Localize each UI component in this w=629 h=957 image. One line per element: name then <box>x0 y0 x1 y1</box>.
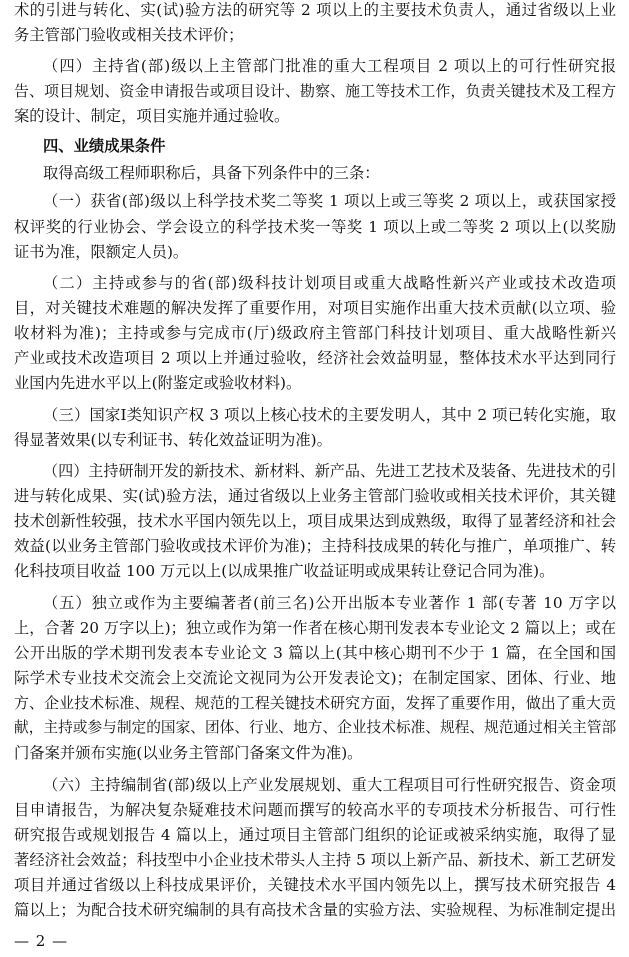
text-line: 告、项目规划、资金申请报告或项目设计、勘察、施工等技术工作，负责关键技术及工程方 <box>14 82 616 100</box>
text-line: 方、企业技术标准、规程、规范的工程关键技术研究方面，发挥了重要作用，做出了重大贡 <box>14 694 616 712</box>
text-line: （五）独立或作为主要编著者(前三名)公开出版本专业著作 1 部(专著 10 万字以 <box>43 594 616 612</box>
text-line: 研究报告或规划报告 4 篇以上，通过项目主管部门组织的论证或被采纳实施，取得了显 <box>14 826 616 844</box>
text-line: 公开出版的学术期刊发表本专业论文 3 篇以上(其中核心期刊不少于 1 篇，在全国和国 <box>14 644 616 662</box>
text-line: 术的引进与转化、实(试)验方法的研究等 2 项以上的主要技术负责人，通过省级以上业 <box>14 1 616 19</box>
text-line: 务主管部门验收或相关技术评价； <box>14 26 244 44</box>
text-line: 取得高级工程师职称后，具备下列条件中的三条： <box>43 164 380 182</box>
text-line: 著经济社会效益；科技型中小企业技术带头人主持 5 项以上新产品、新技术、新工艺研发 <box>14 851 616 869</box>
text-line: （四）主持省(部)级以上主管部门批准的重大工程项目 2 项以上的可行性研究报 <box>43 57 616 75</box>
text-line: 目，对关键技术难题的解决发挥了重要作用，对项目实施作出重大技术贡献(以立项、验 <box>14 299 616 317</box>
text-line: （六）主持编制省(部)级以上产业发展规划、重大工程项目可行性研究报告、资金项 <box>43 776 616 794</box>
page-number: — 2 — <box>14 932 69 950</box>
text-line: （一）获省(部)级以上科学技术奖二等奖 1 项以上或三等奖 2 项以上，或获国家授 <box>43 192 616 210</box>
text-line: 收材料为准)；主持或参与完成市(厅)级政府主管部门科技计划项目、重大战略性新兴 <box>14 324 616 342</box>
text-line: 产业或技术改造项目 2 项以上并通过验收，经济社会效益明显，整体技术水平达到同行 <box>14 349 616 367</box>
text-line: （三）国家Ⅰ类知识产权 3 项以上核心技术的主要发明人，其中 2 项已转化实施，取 <box>43 406 616 424</box>
section-heading: 四、业绩成果条件 <box>43 137 166 155</box>
text-line: （四）主持研制开发的新技术、新材料、新产品、先进工艺技术及装备、先进技术的引 <box>43 462 617 480</box>
text-line: 得显著效果(以专利证书、转化效益证明为准)。 <box>14 431 332 449</box>
text-line: 权评奖的行业协会、学会设立的科学技术奖一等奖 1 项以上或二等奖 2 项以上(以奖励 <box>14 218 616 236</box>
text-line: 化科技项目收益 100 万元以上(以成果推广收益证明或成果转让登记合同为准)。 <box>14 562 555 580</box>
text-line: 篇以上；为配合技术研究编制的具有高技术含量的实验方法、实验规程、为标准制定提出 <box>14 901 616 919</box>
text-line: 证书为准，限额定人员)。 <box>14 243 189 261</box>
text-line: 业国内先进水平以上(附鉴定或验收材料)。 <box>14 374 302 392</box>
text-line: 门备案并颁布实施(以业务主管部门备案文件为准)。 <box>14 744 363 762</box>
text-line: 献，主持或参与制定的国家、团体、行业、地方、企业技术标准、规程、规范通过相关主管部 <box>14 719 617 736</box>
text-line: 效益(以业务主管部门验收或技术评价为准)；主持科技成果的转化与推广，单项推广、转 <box>14 537 616 555</box>
text-line: 际学术专业技术交流会上交流论文视同为公开发表论文)；在制定国家、团体、行业、地 <box>14 669 616 687</box>
text-line: 目申请报告，为解决复杂疑难技术问题而撰写的较高水平的专项技术分析报告、可行性 <box>14 801 616 819</box>
text-line: （二）主持或参与的省(部)级科技计划项目或重大战略性新兴产业或技术改造项 <box>43 274 616 292</box>
text-line: 技术创新性较强，技术水平国内领先以上，项目成果达到成熟级，取得了显著经济和社会 <box>14 512 616 530</box>
text-line: 上，合著 20 万字以上)；独立或作为第一作者在核心期刊发表本专业论文 2 篇以上；或在 <box>14 619 616 637</box>
text-line: 案的设计、制定，项目实施并通过验收。 <box>14 107 290 125</box>
text-line: 进与转化成果、实(试)验方法，通过省级以上业务主管部门验收或相关技术评价，其关键 <box>14 487 616 505</box>
text-line: 项目并通过省级以上科技成果评价，关键技术水平国内领先以上，撰写技术研究报告 4 <box>14 876 616 894</box>
